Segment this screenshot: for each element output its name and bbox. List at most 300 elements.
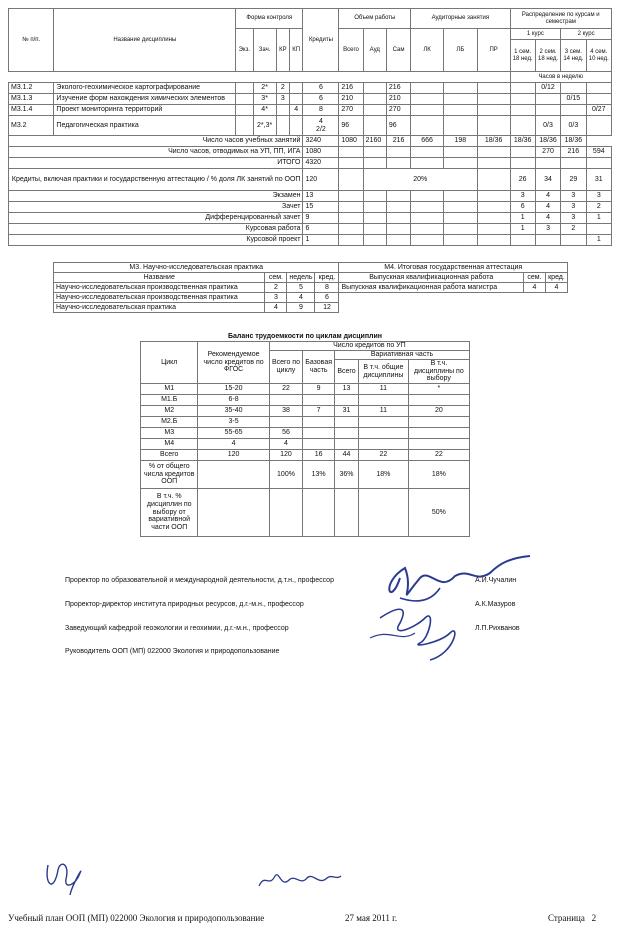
balance-cycle: М1 <box>141 384 198 395</box>
summary-s1 <box>510 158 535 169</box>
balance-base-header: Базовая часть <box>303 351 335 384</box>
row-s4 <box>586 116 611 136</box>
summary-blank <box>386 224 410 235</box>
signature-role: Руководитель ООП (МП) 022000 Экология и природопользование <box>65 648 280 655</box>
summary-blank <box>363 191 386 202</box>
balance-var <box>335 489 359 537</box>
summary-s4: 594 <box>586 147 611 158</box>
summary-blank <box>411 224 444 235</box>
hdr-s1: 1 сем. 18 нед. <box>510 40 535 72</box>
balance-row <box>141 461 470 489</box>
row-exam <box>236 116 253 136</box>
balance-var <box>335 395 359 406</box>
footer-date: 27 мая 2011 г. <box>345 913 398 923</box>
hdr-credits: Кредиты <box>303 9 339 72</box>
balance-base: 16 <box>303 450 335 461</box>
balance-rec <box>198 489 269 537</box>
row-lk <box>411 83 444 94</box>
balance-cycle: М4 <box>141 439 198 450</box>
summary-credits: 6 <box>303 224 339 235</box>
signature-role: Проректор по образовательной и международной деятельности, д.т.н., профессор <box>65 577 334 584</box>
balance-cycle: М2 <box>141 406 198 417</box>
summary-blank <box>477 191 510 202</box>
balance-var <box>335 439 359 450</box>
summary-blank <box>411 158 444 169</box>
summary-blank <box>339 213 363 224</box>
summary-label: ИТОГО <box>9 158 303 169</box>
summary-s3: 18/36 <box>561 136 586 147</box>
row-lb <box>443 83 477 94</box>
table-row <box>9 83 612 94</box>
balance-row <box>141 450 470 461</box>
balance-var: 36% <box>335 461 359 489</box>
summary-s4 <box>586 158 611 169</box>
footer-scribble-left <box>40 855 90 900</box>
curriculum-table <box>8 8 612 246</box>
summary-s3: 3 <box>561 213 586 224</box>
footer-title: Учебный план ООП (МП) 022000 Экология и природопользование <box>8 913 265 923</box>
summary-row <box>9 158 612 169</box>
balance-cycle: Всего <box>141 450 198 461</box>
summary-blank <box>477 147 510 158</box>
hdr-sam: Сам <box>386 29 410 72</box>
row-exam <box>236 83 253 94</box>
balance-total: 38 <box>269 406 303 417</box>
summary-blank <box>386 147 410 158</box>
balance-var-general-header: В т.ч. общие дисциплины <box>358 360 408 384</box>
table-row <box>9 105 612 116</box>
summary-s3: 29 <box>561 169 586 191</box>
summary-label: Кредиты, включая практики и государственную аттестацию / % доля ЛК занятий по ООП <box>9 169 303 191</box>
row-sam: 96 <box>386 116 410 136</box>
row-lb <box>443 105 477 116</box>
practice-row-weeks: 5 <box>287 283 315 293</box>
row-kr: 2 <box>276 83 289 94</box>
row-name: Проект мониторинга территорий <box>54 105 236 116</box>
balance-choice <box>408 417 469 428</box>
summary-s2: 4 <box>535 191 560 202</box>
balance-rec: 6-8 <box>198 395 269 406</box>
balance-rec: 55-65 <box>198 428 269 439</box>
summary-total: 1080 <box>339 136 363 147</box>
row-kp: 4 <box>289 105 303 116</box>
balance-base: 9 <box>303 384 335 395</box>
practice-row-name: Научно-исследовательская производственная практика <box>54 283 265 293</box>
balance-var <box>335 417 359 428</box>
summary-blank <box>386 191 410 202</box>
balance-var: 44 <box>335 450 359 461</box>
hdr-work: Объем работы <box>339 9 411 29</box>
summary-row <box>9 147 612 158</box>
hdr-kr: КР <box>276 29 289 72</box>
row-total: 270 <box>339 105 363 116</box>
summary-pct: 20% <box>363 169 477 191</box>
empty-cell <box>339 303 568 313</box>
balance-var: 13 <box>335 384 359 395</box>
summary-pr: 18/36 <box>477 136 510 147</box>
summary-blank <box>363 235 386 246</box>
balance-cycle: % от общего числа кредитов ООП <box>141 461 198 489</box>
balance-rec: 4 <box>198 439 269 450</box>
row-pr <box>477 116 510 136</box>
row-s3: 0/15 <box>561 94 586 105</box>
balance-total: 4 <box>269 439 303 450</box>
row-sam: 216 <box>386 83 410 94</box>
balance-variable-header: Вариативная часть <box>335 351 470 360</box>
summary-blank <box>411 213 444 224</box>
summary-s4 <box>586 224 611 235</box>
balance-cycle: М1.Б <box>141 395 198 406</box>
summary-blank <box>477 202 510 213</box>
row-lk <box>411 116 444 136</box>
hdr-exam: Экз. <box>236 29 253 72</box>
m4-name-header: Выпускная квалификационная работа <box>339 273 524 283</box>
balance-total <box>269 395 303 406</box>
row-sam: 210 <box>386 94 410 105</box>
row-kr: 3 <box>276 94 289 105</box>
row-s2: 0/3 <box>535 116 560 136</box>
m3-title: М3. Научно-исследовательская практика <box>54 263 339 273</box>
balance-credits-header: Число кредитов по УП <box>269 342 469 351</box>
summary-credits: 1 <box>303 235 339 246</box>
balance-base <box>303 489 335 537</box>
balance-cycle: М2.Б <box>141 417 198 428</box>
balance-choice: 20 <box>408 406 469 417</box>
summary-blank <box>339 169 363 191</box>
row-s1 <box>510 94 535 105</box>
balance-base <box>303 395 335 406</box>
summary-credits: 15 <box>303 202 339 213</box>
summary-blank <box>386 158 410 169</box>
summary-aud: 2160 <box>363 136 386 147</box>
row-credits: 6 <box>303 83 339 94</box>
summary-blank <box>443 202 477 213</box>
row-zach: 4* <box>253 105 276 116</box>
row-kp <box>289 94 303 105</box>
row-zach: 2*,3* <box>253 116 276 136</box>
practice-row-sem: 3 <box>265 293 287 303</box>
summary-blank <box>443 213 477 224</box>
balance-base: 7 <box>303 406 335 417</box>
balance-rec-header: Рекомендуемое число кредитов по ФГОС <box>198 342 269 384</box>
balance-row <box>141 406 470 417</box>
row-exam <box>236 94 253 105</box>
row-lb <box>443 116 477 136</box>
balance-cycle: В т.ч. % дисциплин по выбору от вариативной части ООП <box>141 489 198 537</box>
summary-s3: 2 <box>561 224 586 235</box>
row-zach: 3* <box>253 94 276 105</box>
practice-row-sem: 4 <box>265 303 287 313</box>
footer-page: Страница 2 <box>548 913 597 923</box>
practice-row-weeks: 9 <box>287 303 315 313</box>
summary-blank <box>477 224 510 235</box>
summary-s2: 3 <box>535 224 560 235</box>
row-exam <box>236 105 253 116</box>
summary-s2: 4 <box>535 202 560 213</box>
row-s3 <box>561 105 586 116</box>
m4-title: М4. Итоговая государственная аттестация <box>339 263 568 273</box>
practice-name-header: Название <box>54 273 265 283</box>
balance-total: 56 <box>269 428 303 439</box>
row-kr <box>276 116 289 136</box>
row-credits: 4 2/2 <box>303 116 339 136</box>
hdr-aud: Ауд <box>363 29 386 72</box>
row-zach: 2* <box>253 83 276 94</box>
row-s4 <box>586 83 611 94</box>
row-num: М3.1.4 <box>9 105 54 116</box>
summary-blank <box>477 169 510 191</box>
hdr-spacer <box>9 72 511 83</box>
balance-total <box>269 489 303 537</box>
summary-blank <box>339 158 363 169</box>
practice-row-weeks: 4 <box>287 293 315 303</box>
summary-blank <box>477 213 510 224</box>
row-pr <box>477 94 510 105</box>
row-lk <box>411 94 444 105</box>
row-s3: 0/3 <box>561 116 586 136</box>
practice-row-cred: 8 <box>315 283 339 293</box>
summary-s2 <box>535 235 560 246</box>
summary-label: Дифференцированный зачет <box>9 213 303 224</box>
row-name: Педагогическая практика <box>54 116 236 136</box>
balance-choice: 50% <box>408 489 469 537</box>
balance-row <box>141 395 470 406</box>
row-lk <box>411 105 444 116</box>
row-num: М3.1.3 <box>9 94 54 105</box>
balance-total: 22 <box>269 384 303 395</box>
m4-cred-header: кред. <box>545 273 567 283</box>
row-s1 <box>510 83 535 94</box>
summary-s4: 2 <box>586 202 611 213</box>
hdr-control: Форма контроля <box>236 9 303 29</box>
summary-credits: 13 <box>303 191 339 202</box>
summary-blank <box>339 235 363 246</box>
practice-table <box>53 262 568 313</box>
summary-label: Число часов, отводимых на УП, ПП, ИГА <box>9 147 303 158</box>
practice-sem-header: сем. <box>265 273 287 283</box>
balance-row <box>141 384 470 395</box>
row-aud <box>363 116 386 136</box>
row-aud <box>363 105 386 116</box>
summary-row <box>9 191 612 202</box>
balance-base <box>303 428 335 439</box>
summary-s3: 216 <box>561 147 586 158</box>
summary-s3 <box>561 158 586 169</box>
footer-scribble-right <box>255 868 345 893</box>
balance-base: 13% <box>303 461 335 489</box>
signature-scribble <box>360 548 540 668</box>
balance-var-choice-header: В т.ч. дисциплины по выбору <box>408 360 469 384</box>
summary-label: Экзамен <box>9 191 303 202</box>
hdr-pr: ПР <box>477 29 510 72</box>
practice-row-sem: 2 <box>265 283 287 293</box>
empty-cell <box>339 293 568 303</box>
summary-label: Число часов учебных занятий <box>9 136 303 147</box>
balance-gen <box>358 439 408 450</box>
summary-label: Курсовой проект <box>9 235 303 246</box>
balance-total <box>269 417 303 428</box>
summary-blank <box>339 147 363 158</box>
summary-s3: 3 <box>561 202 586 213</box>
summary-blank <box>386 235 410 246</box>
balance-gen: 22 <box>358 450 408 461</box>
summary-s4: 1 <box>586 213 611 224</box>
summary-blank <box>443 158 477 169</box>
summary-blank <box>411 147 444 158</box>
summary-s2: 34 <box>535 169 560 191</box>
balance-row <box>141 489 470 537</box>
balance-var: 31 <box>335 406 359 417</box>
balance-gen <box>358 489 408 537</box>
balance-rec: 35-40 <box>198 406 269 417</box>
balance-gen <box>358 417 408 428</box>
row-name: Эколого-геохимическое картографирование <box>54 83 236 94</box>
balance-row <box>141 428 470 439</box>
summary-row <box>9 169 612 191</box>
balance-title: Баланс трудоемкости по циклам дисциплин <box>227 333 383 340</box>
summary-s1 <box>510 147 535 158</box>
summary-credits: 3240 <box>303 136 339 147</box>
balance-cycle: М3 <box>141 428 198 439</box>
summary-credits: 1080 <box>303 147 339 158</box>
balance-row <box>141 439 470 450</box>
signature-role: Проректор-директор института природных ресурсов, д.г.-м.н., профессор <box>65 601 304 608</box>
row-s4: 0/27 <box>586 105 611 116</box>
balance-total-header: Всего по циклу <box>269 351 303 384</box>
balance-base <box>303 417 335 428</box>
summary-s2: 270 <box>535 147 560 158</box>
signature-name: А.К.Мазуров <box>475 601 516 608</box>
summary-row <box>9 224 612 235</box>
row-num: М3.1.2 <box>9 83 54 94</box>
summary-s4: 3 <box>586 191 611 202</box>
summary-blank <box>411 235 444 246</box>
practice-weeks-header: недель <box>287 273 315 283</box>
balance-var-total-header: Всего <box>335 360 359 384</box>
hdr-s2: 2 сем. 18 нед. <box>535 40 560 72</box>
summary-blank <box>363 213 386 224</box>
row-s2: 0/12 <box>535 83 560 94</box>
balance-choice <box>408 395 469 406</box>
row-s1 <box>510 116 535 136</box>
hdr-classroom: Аудиторные занятия <box>411 9 510 29</box>
row-aud <box>363 83 386 94</box>
summary-s3 <box>561 235 586 246</box>
practice-row-name: Научно-исследовательская производственная практика <box>54 293 265 303</box>
row-sam: 270 <box>386 105 410 116</box>
hdr-hours-per-week: Часов в неделю <box>510 72 612 83</box>
summary-blank <box>363 158 386 169</box>
row-s2 <box>535 105 560 116</box>
balance-gen: 18% <box>358 461 408 489</box>
summary-row <box>9 202 612 213</box>
row-s2 <box>535 94 560 105</box>
summary-s1: 1 <box>510 224 535 235</box>
row-num: М3.2 <box>9 116 54 136</box>
hdr-lb: ЛБ <box>443 29 477 72</box>
row-kr <box>276 105 289 116</box>
hdr-lk: ЛК <box>411 29 444 72</box>
balance-gen: 11 <box>358 406 408 417</box>
row-kp <box>289 83 303 94</box>
summary-row <box>9 136 612 147</box>
balance-rec <box>198 461 269 489</box>
summary-blank <box>443 147 477 158</box>
balance-choice: 18% <box>408 461 469 489</box>
table-row <box>9 94 612 105</box>
summary-s2: 18/36 <box>535 136 560 147</box>
summary-s3: 3 <box>561 191 586 202</box>
hdr-s4: 4 сем. 10 нед. <box>586 40 611 72</box>
summary-credits: 120 <box>303 169 339 191</box>
summary-blank <box>411 191 444 202</box>
m4-row-name: Выпускная квалификационная работа магистра <box>339 283 524 293</box>
summary-blank <box>363 147 386 158</box>
row-name: Изучение форм нахождения химических элементов <box>54 94 236 105</box>
row-total: 96 <box>339 116 363 136</box>
balance-gen <box>358 428 408 439</box>
row-total: 210 <box>339 94 363 105</box>
hdr-course2: 2 курс <box>561 29 612 40</box>
summary-lk: 666 <box>411 136 444 147</box>
hdr-name: Название дисциплины <box>54 9 236 72</box>
balance-choice: * <box>408 384 469 395</box>
balance-base <box>303 439 335 450</box>
summary-blank <box>411 202 444 213</box>
summary-blank <box>477 158 510 169</box>
summary-s4: 31 <box>586 169 611 191</box>
summary-lb: 198 <box>443 136 477 147</box>
row-credits: 6 <box>303 94 339 105</box>
row-s3 <box>561 83 586 94</box>
summary-blank <box>339 202 363 213</box>
balance-var <box>335 428 359 439</box>
hdr-kp: КП <box>289 29 303 72</box>
m4-row-sem: 4 <box>523 283 545 293</box>
row-s4 <box>586 94 611 105</box>
signature-name: Л.П.Рихванов <box>475 625 520 632</box>
summary-row <box>9 235 612 246</box>
summary-blank <box>443 191 477 202</box>
practice-cred-header: кред. <box>315 273 339 283</box>
balance-choice: 22 <box>408 450 469 461</box>
balance-gen: 11 <box>358 384 408 395</box>
summary-label: Курсовая работа <box>9 224 303 235</box>
summary-blank <box>363 202 386 213</box>
summary-blank <box>339 224 363 235</box>
balance-cycle-header: Цикл <box>141 342 198 384</box>
summary-s1: 18/36 <box>510 136 535 147</box>
table-row <box>9 116 612 136</box>
hdr-course1: 1 курс <box>510 29 561 40</box>
balance-rec: 15-20 <box>198 384 269 395</box>
row-total: 216 <box>339 83 363 94</box>
practice-row-name: Научно-исследовательская практика <box>54 303 265 313</box>
summary-s1: 1 <box>510 213 535 224</box>
row-kp <box>289 116 303 136</box>
summary-s2: 4 <box>535 213 560 224</box>
summary-label: Зачет <box>9 202 303 213</box>
practice-row-cred: 6 <box>315 293 339 303</box>
row-lb <box>443 94 477 105</box>
summary-blank <box>443 235 477 246</box>
summary-s1 <box>510 235 535 246</box>
balance-gen <box>358 395 408 406</box>
summary-credits: 4320 <box>303 158 339 169</box>
row-pr <box>477 105 510 116</box>
balance-choice <box>408 428 469 439</box>
hdr-zach: Зач. <box>253 29 276 72</box>
